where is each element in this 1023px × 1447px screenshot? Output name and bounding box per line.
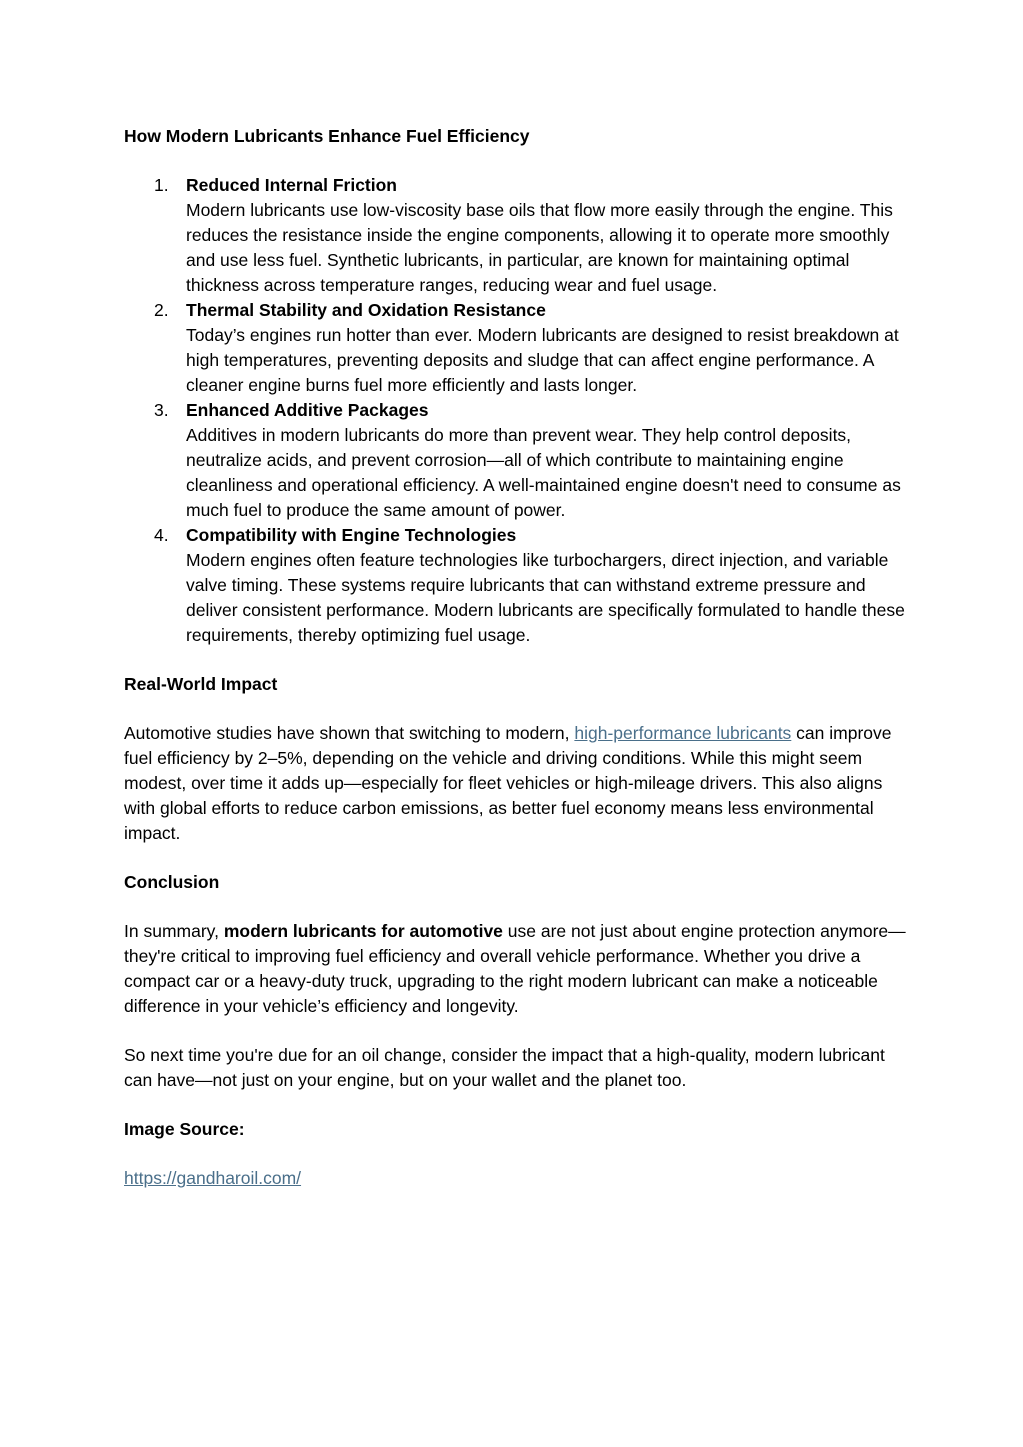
spacer bbox=[124, 648, 914, 672]
list-item-title: Compatibility with Engine Technologies bbox=[186, 525, 517, 545]
impact-paragraph bbox=[124, 721, 914, 846]
list-item bbox=[124, 173, 914, 298]
list-number: 4. bbox=[154, 525, 169, 545]
list-number: 1. bbox=[154, 175, 169, 195]
list-item-body: Modern engines often feature technologies like turbochargers, direct injection, and variable valve timing. These systems require lubricants that can withstand extreme pressure and deliver consistent performance. Modern lubricants are specifically formulated to handle these requirements, thereby optimizing fuel usage. bbox=[186, 550, 905, 645]
list-number: 3. bbox=[154, 400, 169, 420]
spacer bbox=[124, 846, 914, 870]
list-item-title: Enhanced Additive Packages bbox=[186, 400, 429, 420]
list-item-title: Thermal Stability and Oxidation Resistance bbox=[186, 300, 546, 320]
benefits-list bbox=[124, 173, 914, 648]
list-item-body: Additives in modern lubricants do more than prevent wear. They help control deposits, neutralize acids, and prevent corrosion—all of which contribute to maintaining engine cleanliness and operational efficiency. A well-maintained engine doesn't need to consume as much fuel to produce the same amount of power. bbox=[186, 425, 901, 520]
list-item bbox=[124, 523, 914, 648]
list-number: 2. bbox=[154, 300, 169, 320]
section-heading-conclusion: Conclusion bbox=[124, 872, 220, 892]
spacer bbox=[124, 895, 914, 919]
spacer bbox=[124, 1093, 914, 1117]
list-item-body: Today’s engines run hotter than ever. Modern lubricants are designed to resist breakdown at high temperatures, preventing deposits and sludge that can affect engine performance. A cleaner engine burns fuel more efficiently and lasts longer. bbox=[186, 325, 899, 395]
conclusion-text-start: In summary, bbox=[124, 921, 224, 941]
document-page bbox=[124, 124, 914, 1191]
spacer bbox=[124, 149, 914, 173]
conclusion-bold-phrase: modern lubricants for automotive bbox=[223, 921, 503, 941]
spacer bbox=[124, 1142, 914, 1166]
spacer bbox=[124, 1019, 914, 1043]
high-performance-lubricants-link[interactable]: high-performance lubricants bbox=[574, 723, 792, 743]
source-link[interactable]: https://gandharoil.com/ bbox=[124, 1168, 302, 1188]
section-heading-image-source: Image Source: bbox=[124, 1119, 245, 1139]
section-heading-impact: Real-World Impact bbox=[124, 674, 278, 694]
list-item bbox=[124, 298, 914, 398]
closing-paragraph: So next time you're due for an oil change, consider the impact that a high-quality, modern lubricant can have—not just on your engine, but on your wallet and the planet too. bbox=[124, 1045, 885, 1090]
list-item-title: Reduced Internal Friction bbox=[186, 175, 397, 195]
page-title: How Modern Lubricants Enhance Fuel Efficiency bbox=[124, 126, 530, 146]
conclusion-text-end: use are not just about engine protection anymore—they're critical to improving fuel efficiency and overall vehicle performance. Whether you drive a compact car or a heavy-duty truck, upgrading to the right modern lubricant can make a noticeable difference in your vehicle’s efficiency and longevity. bbox=[124, 921, 906, 1016]
list-item bbox=[124, 398, 914, 523]
conclusion-paragraph bbox=[124, 919, 914, 1019]
list-item-body: Modern lubricants use low-viscosity base oils that flow more easily through the engine. This reduces the resistance inside the engine components, allowing it to operate more smoothly and use less fuel. Synthetic lubricants, in particular, are known for maintaining optimal thickness across temperature ranges, reducing wear and fuel usage. bbox=[186, 200, 893, 295]
source-line bbox=[124, 1166, 914, 1191]
impact-text-end: can improve fuel efficiency by 2–5%, depending on the vehicle and driving conditions. While this might seem modest, over time it adds up—especially for fleet vehicles or high-mileage drivers. This also aligns with global efforts to reduce carbon emissions, as better fuel economy means less environmental impact. bbox=[124, 723, 892, 843]
spacer bbox=[124, 697, 914, 721]
impact-text-start: Automotive studies have shown that switching to modern, bbox=[124, 723, 575, 743]
